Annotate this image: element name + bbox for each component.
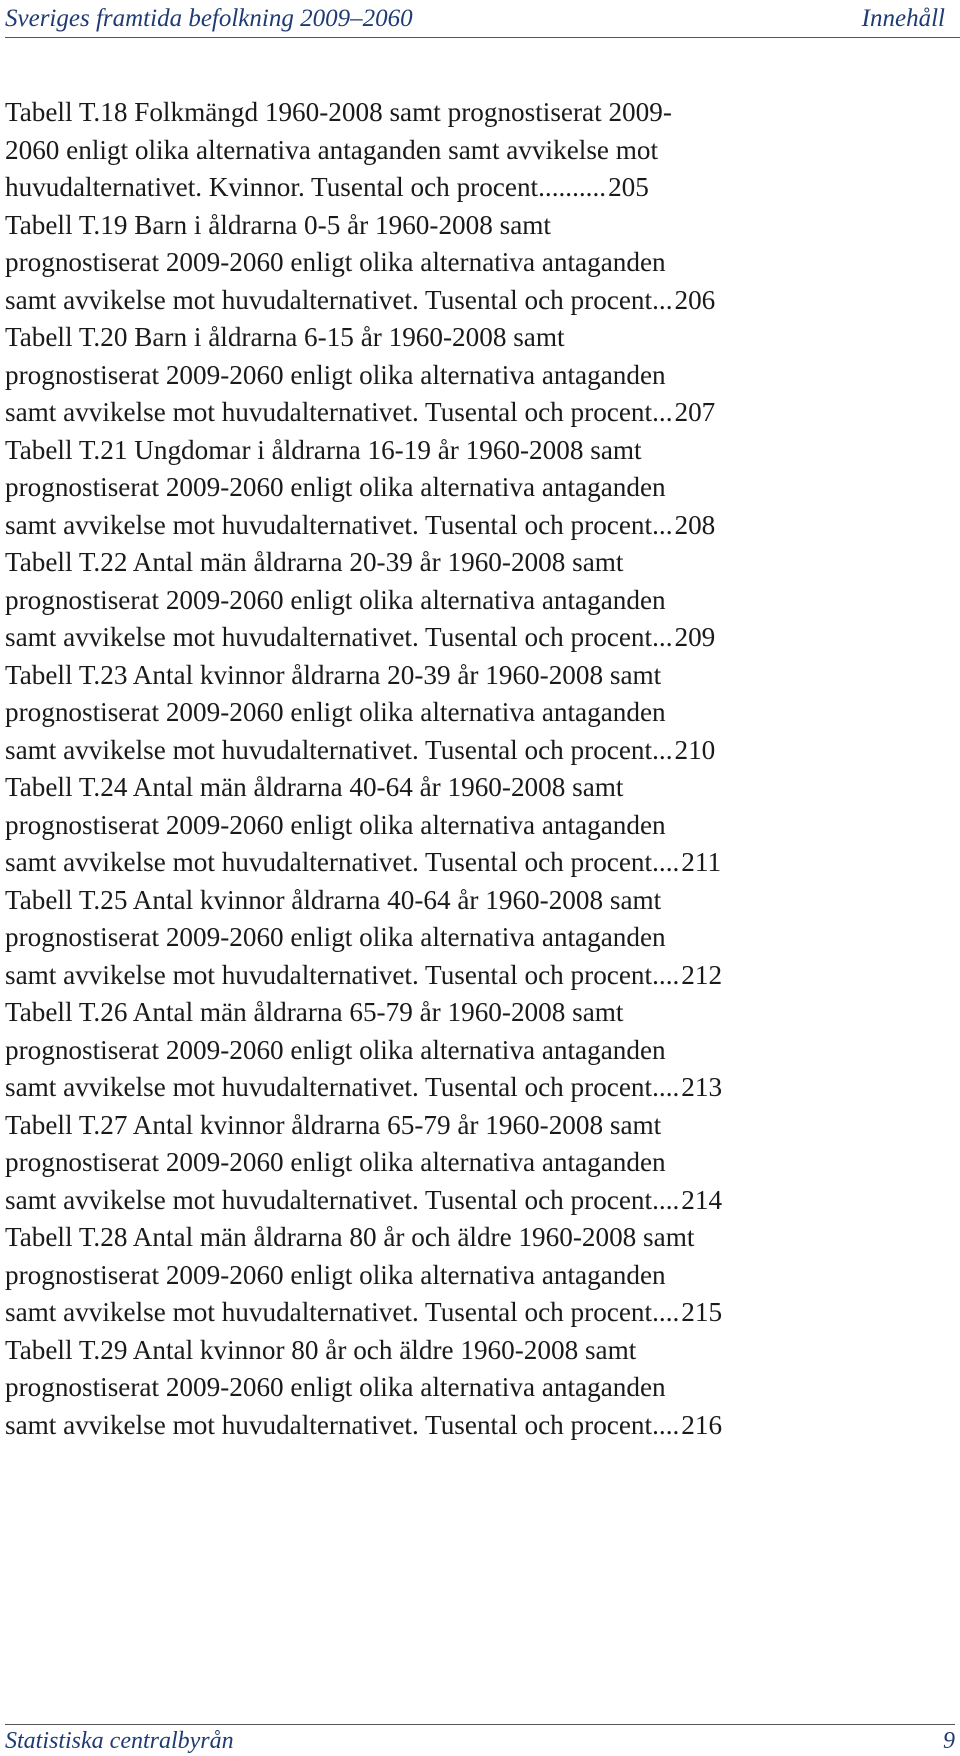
- toc-entry-last-line: [5, 1407, 955, 1445]
- toc-entry-text: samt avvikelse mot huvudalternativet. Tusental och procent: [5, 509, 653, 540]
- toc-entry-last-line: [5, 282, 955, 320]
- toc-entry[interactable]: [5, 994, 955, 1107]
- toc-entry-line: prognostiserat 2009-2060 enligt olika alternativa antaganden: [5, 697, 666, 727]
- toc-entry-text: samt avvikelse mot huvudalternativet. Tusental och procent: [5, 1297, 653, 1327]
- header-rule: [5, 37, 960, 38]
- toc-entry-line: prognostiserat 2009-2060 enligt olika alternativa antaganden: [5, 1034, 666, 1065]
- toc-entry-text: samt avvikelse mot huvudalternativet. Tusental och procent: [5, 1184, 653, 1215]
- toc-entry-line: Tabell T.27 Antal kvinnor åldrarna 65-79 år 1960-2008 samt: [5, 1109, 662, 1140]
- toc-entry-last-line: [5, 394, 955, 432]
- toc-entry-line: prognostiserat 2009-2060 enligt olika alternativa antaganden: [5, 247, 666, 277]
- toc-entry-text: samt avvikelse mot huvudalternativet. Tusental och procent: [5, 959, 653, 990]
- toc-entry-line: prognostiserat 2009-2060 enligt olika alternativa antaganden: [5, 359, 666, 390]
- toc-leader-dots: ....: [652, 1297, 680, 1327]
- toc-leader-dots: ....: [652, 1184, 680, 1215]
- toc-entry-line: Tabell T.22 Antal män åldrarna 20-39 år 1960-2008 samt: [5, 547, 624, 577]
- toc-entry[interactable]: [5, 1219, 955, 1332]
- toc-entry-text: samt avvikelse mot huvudalternativet. Tusental och procent: [5, 847, 653, 877]
- toc-leader-dots: ...: [652, 734, 673, 765]
- toc-page-number[interactable]: 216: [681, 1409, 723, 1440]
- toc-entry-line: Tabell T.28 Antal män åldrarna 80 år och äldre 1960-2008 samt: [5, 1222, 695, 1252]
- toc-page-number[interactable]: 208: [674, 509, 716, 540]
- toc-entry-last-line: [5, 507, 955, 545]
- document-title: Sveriges framtida befolkning 2009–2060: [5, 5, 413, 32]
- toc-page-number[interactable]: 206: [674, 284, 716, 315]
- toc-page-number[interactable]: 212: [681, 959, 723, 990]
- toc-entry-line: Tabell T.29 Antal kvinnor 80 år och äldre 1960-2008 samt: [5, 1334, 637, 1365]
- toc-entry-line: Tabell T.26 Antal män åldrarna 65-79 år 1960-2008 samt: [5, 997, 624, 1027]
- toc-leader-dots: ...: [652, 509, 673, 540]
- toc-entry[interactable]: [5, 207, 955, 320]
- toc-entry-line: prognostiserat 2009-2060 enligt olika alternativa antaganden: [5, 1259, 666, 1290]
- toc-entry[interactable]: [5, 432, 955, 545]
- page-number: 9: [943, 1728, 955, 1754]
- toc-page-number[interactable]: 213: [681, 1072, 723, 1102]
- toc-page-number[interactable]: 209: [674, 622, 716, 652]
- toc-entry-line: Tabell T.25 Antal kvinnor åldrarna 40-64 år 1960-2008 samt: [5, 884, 662, 915]
- toc-entry-last-line: [5, 844, 955, 882]
- toc-entry-line: Tabell T.24 Antal män åldrarna 40-64 år 1960-2008 samt: [5, 772, 624, 802]
- toc-entry[interactable]: [5, 1107, 955, 1220]
- toc-entry[interactable]: [5, 319, 955, 432]
- toc-page-number[interactable]: 205: [608, 172, 649, 202]
- toc-entry-line: prognostiserat 2009-2060 enligt olika alternativa antaganden: [5, 584, 666, 615]
- toc-entry-text: samt avvikelse mot huvudalternativet. Tusental och procent: [5, 622, 653, 652]
- page-footer: [5, 1724, 955, 1755]
- toc-entry-line: prognostiserat 2009-2060 enligt olika alternativa antaganden: [5, 1372, 666, 1402]
- toc-leader-dots: ...: [652, 397, 673, 427]
- toc-entry-text: samt avvikelse mot huvudalternativet. Tusental och procent: [5, 734, 653, 765]
- toc-page-number[interactable]: 210: [674, 734, 716, 765]
- toc-entry-line: Tabell T.23 Antal kvinnor åldrarna 20-39 år 1960-2008 samt: [5, 659, 662, 690]
- toc-entry-line: Tabell T.20 Barn i åldrarna 6-15 år 1960-2008 samt: [5, 322, 565, 352]
- toc-entry-line: 2060 enligt olika alternativa antaganden samt avvikelse mot: [5, 134, 659, 165]
- toc-entry[interactable]: [5, 94, 955, 207]
- toc-entry-line: prognostiserat 2009-2060 enligt olika alternativa antaganden: [5, 809, 666, 840]
- toc-leader-dots: ...: [652, 622, 673, 652]
- toc-leader-dots: ....: [652, 959, 680, 990]
- toc-entry-last-line: [5, 1294, 955, 1332]
- table-of-contents: [5, 94, 955, 1444]
- toc-leader-dots: ....: [652, 1409, 680, 1440]
- toc-leader-dots: ..........: [538, 172, 607, 202]
- page-header: [5, 2, 945, 36]
- toc-entry-last-line: [5, 169, 955, 207]
- toc-entry-line: Tabell T.19 Barn i åldrarna 0-5 år 1960-2008 samt: [5, 209, 551, 240]
- toc-entry-last-line: [5, 1069, 955, 1107]
- toc-page-number[interactable]: 214: [681, 1184, 723, 1215]
- toc-leader-dots: ....: [652, 1072, 680, 1102]
- toc-page-number[interactable]: 215: [681, 1297, 723, 1327]
- toc-page-number[interactable]: 211: [681, 847, 722, 877]
- toc-entry-last-line: [5, 619, 955, 657]
- toc-entry-last-line: [5, 732, 955, 770]
- toc-entry[interactable]: [5, 1332, 955, 1445]
- toc-entry-line: Tabell T.21 Ungdomar i åldrarna 16-19 år 1960-2008 samt: [5, 434, 642, 465]
- toc-entry-last-line: [5, 957, 955, 995]
- toc-leader-dots: ....: [652, 847, 680, 877]
- toc-entry-line: prognostiserat 2009-2060 enligt olika alternativa antaganden: [5, 922, 666, 952]
- toc-entry[interactable]: [5, 882, 955, 995]
- toc-entry-last-line: [5, 1182, 955, 1220]
- toc-leader-dots: ...: [652, 284, 673, 315]
- toc-entry-text: samt avvikelse mot huvudalternativet. Tusental och procent: [5, 1409, 653, 1440]
- toc-entry[interactable]: [5, 657, 955, 770]
- toc-entry-line: Tabell T.18 Folkmängd 1960-2008 samt prognostiserat 2009-: [5, 97, 672, 127]
- contents-link[interactable]: Innehåll: [861, 5, 945, 32]
- toc-entry-line: prognostiserat 2009-2060 enligt olika alternativa antaganden: [5, 472, 666, 502]
- toc-entry-line: prognostiserat 2009-2060 enligt olika alternativa antaganden: [5, 1147, 666, 1177]
- toc-page-number[interactable]: 207: [674, 397, 716, 427]
- toc-entry-text: samt avvikelse mot huvudalternativet. Tusental och procent: [5, 1072, 653, 1102]
- publisher-name: Statistiska centralbyrån: [5, 1728, 234, 1754]
- toc-entry[interactable]: [5, 544, 955, 657]
- toc-entry-text: samt avvikelse mot huvudalternativet. Tusental och procent: [5, 397, 653, 427]
- toc-entry-text: huvudalternativet. Kvinnor. Tusental och procent: [5, 172, 539, 202]
- toc-entry[interactable]: [5, 769, 955, 882]
- toc-entry-text: samt avvikelse mot huvudalternativet. Tusental och procent: [5, 284, 653, 315]
